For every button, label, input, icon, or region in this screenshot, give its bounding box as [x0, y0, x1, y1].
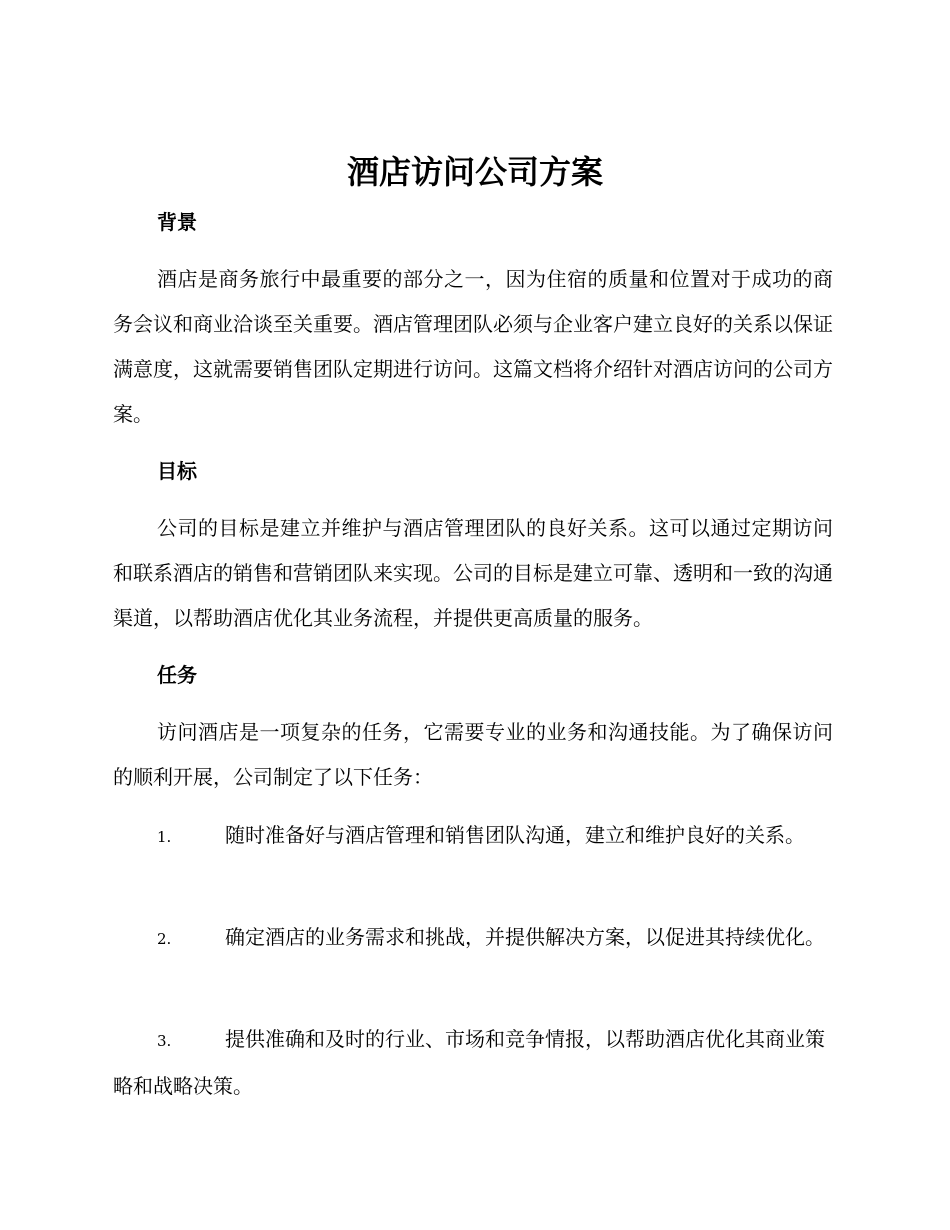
section-heading-goal: 目标 [157, 459, 197, 483]
task-number: 3. [157, 1032, 172, 1050]
section-heading-background: 背景 [157, 210, 197, 234]
section-paragraph-background: 酒店是商务旅行中最重要的部分之一，因为住宿的质量和位置对于成功的商务会议和商业洽谈至关重要。酒店管理团队必须与企业客户建立良好的关系以保证满意度，这就需要销售团队定期进行访问。这篇文档将介绍针对酒店访问的公司方案。 [113, 267, 833, 426]
task-item-3 [113, 1017, 833, 1109]
section-heading-tasks: 任务 [157, 663, 197, 687]
task-text: 随时准备好与酒店管理和销售团队沟通，建立和维护良好的关系。 [225, 823, 805, 847]
section-paragraph-goal: 公司的目标是建立并维护与酒店管理团队的良好关系。这可以通过定期访问和联系酒店的销售和营销团队来实现。公司的目标是建立可靠、透明和一致的沟通渠道，以帮助酒店优化其业务流程，并提供更高质量的服务。 [113, 516, 833, 630]
task-item-2 [113, 915, 833, 962]
task-number: 1. [157, 828, 172, 846]
section-paragraph-tasks: 访问酒店是一项复杂的任务，它需要专业的业务和沟通技能。为了确保访问的顺利开展，公司制定了以下任务： [113, 720, 833, 789]
task-item-1 [113, 813, 833, 860]
task-number: 2. [157, 930, 172, 948]
task-text: 确定酒店的业务需求和挑战，并提供解决方案，以促进其持续优化。 [225, 925, 825, 949]
task-text: 提供准确和及时的行业、市场和竞争情报，以帮助酒店优化其商业策略和战略决策。 [113, 1027, 825, 1098]
document-title: 酒店访问公司方案 [346, 153, 603, 191]
